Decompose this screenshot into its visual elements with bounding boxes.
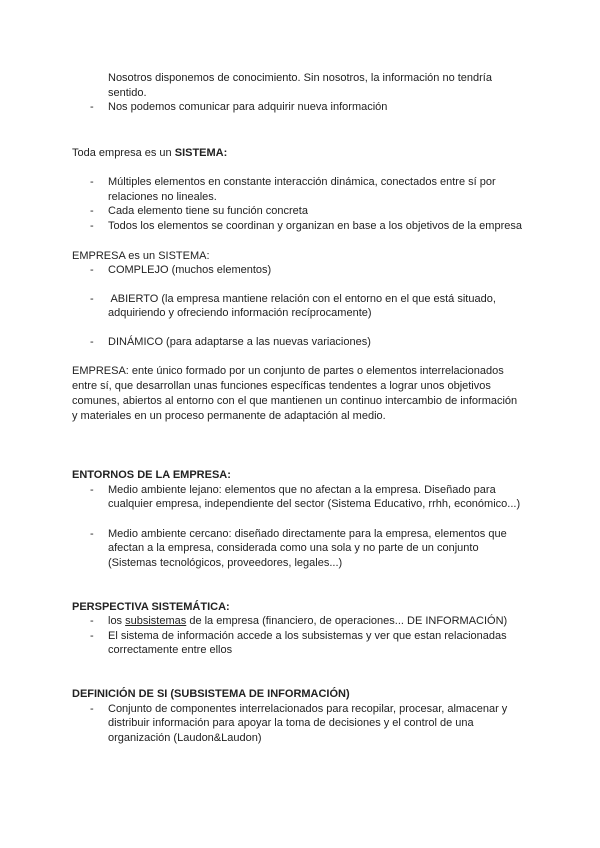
bullet-dash: - — [90, 264, 94, 276]
text-suffix: de la empresa (financiero, de operaciones... DE INFORMACIÓN) — [186, 615, 508, 627]
paragraph-line: entre sí, que desarrollan unas funciones específicas tendentes a lograr unos objetivos — [72, 380, 491, 392]
bullet-text — [108, 614, 507, 628]
bullet-text: Todos los elementos se coordinan y organizan en base a los objetivos de la empresa — [108, 220, 522, 232]
bullet-text: Medio ambiente lejano: elementos que no afectan a la empresa. Diseñado para — [108, 484, 496, 496]
bullet-dash: - — [90, 703, 94, 715]
section-heading: PERSPECTIVA SISTEMÁTICA: — [72, 601, 230, 613]
bullet-dash: - — [90, 101, 94, 113]
bullet-text: (Sistemas tecnológicos, proveedores, legales...) — [108, 557, 343, 569]
bullet-dash: - — [90, 630, 94, 642]
bullet-dash: - — [90, 205, 94, 217]
section-heading: ENTORNOS DE LA EMPRESA: — [72, 469, 231, 481]
intro-text-line: sentido. — [108, 87, 147, 99]
bullet-text: DINÁMICO (para adaptarse a las nuevas variaciones) — [108, 336, 371, 348]
bullet-text: relaciones no lineales. — [108, 191, 217, 203]
paragraph-line: EMPRESA: ente único formado por un conjunto de partes o elementos interrelacionados — [72, 365, 504, 377]
underlined-term: subsistemas — [125, 615, 187, 627]
sistema-intro-bold: SISTEMA: — [174, 147, 228, 159]
bullet-dash: - — [90, 615, 94, 627]
bullet-text: ABIERTO (la empresa mantiene relación con el entorno en el que está situado, — [108, 293, 496, 305]
section-heading: DEFINICIÓN DE SI (SUBSISTEMA DE INFORMACIÓN) — [72, 688, 350, 700]
bullet-dash: - — [90, 484, 94, 496]
bullet-text: afectan a la empresa, considerada como una sola y no parte de un conjunto — [108, 542, 479, 554]
sistema-intro — [72, 146, 227, 160]
bullet-text: COMPLEJO (muchos elementos) — [108, 264, 272, 276]
bullet-dash: - — [90, 336, 94, 348]
bullet-text: Conjunto de componentes interrelacionados para recopilar, procesar, almacenar y — [108, 703, 508, 715]
paragraph-line: y materiales en un proceso permanente de adaptación al medio. — [72, 410, 386, 422]
bullet-text: correctamente entre ellos — [108, 644, 233, 656]
bullet-text: Múltiples elementos en constante interacción dinámica, conectados entre sí por — [108, 176, 496, 188]
bullet-text: Nos podemos comunicar para adquirir nueva información — [108, 101, 388, 113]
bullet-dash: - — [90, 528, 94, 540]
paragraph-line: comunes, abiertos al entorno con el que mantienen un continuo intercambio de información — [72, 395, 518, 407]
bullet-text: Medio ambiente cercano: diseñado directamente para la empresa, elementos que — [108, 528, 507, 540]
bullet-text: distribuir información para apoyar la toma de decisiones y el control de una — [108, 717, 474, 729]
bullet-text: Cada elemento tiene su función concreta — [108, 205, 308, 217]
bullet-text: adquiriendo y ofreciendo información recíprocamente) — [108, 307, 372, 319]
section-heading: EMPRESA es un SISTEMA: — [72, 250, 210, 262]
bullet-dash: - — [90, 220, 94, 232]
text-prefix: los — [108, 615, 126, 627]
bullet-text: organización (Laudon&Laudon) — [108, 732, 262, 744]
intro-text-line: Nosotros disponemos de conocimiento. Sin nosotros, la información no tendría — [108, 72, 492, 84]
sistema-intro-prefix: Toda empresa es un — [72, 147, 175, 159]
bullet-text: El sistema de información accede a los subsistemas y ver que estan relacionadas — [108, 630, 507, 642]
bullet-dash: - — [90, 293, 94, 305]
bullet-dash: - — [90, 176, 94, 188]
bullet-text: cualquier empresa, independiente del sector (Sistema Educativo, rrhh, económico...) — [108, 498, 521, 510]
